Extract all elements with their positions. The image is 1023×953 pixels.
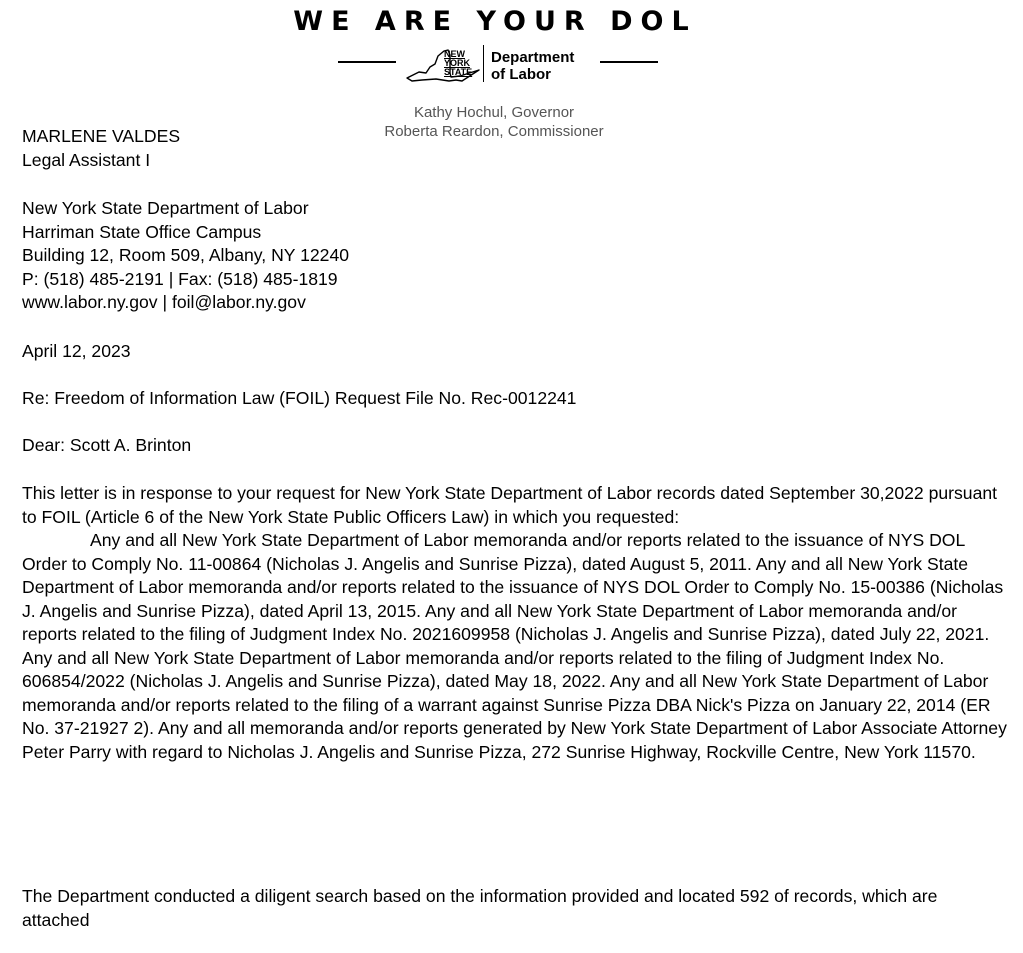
web-email-line: www.labor.ny.gov | foil@labor.ny.gov — [22, 292, 306, 312]
commissioner-line: Roberta Reardon, Commissioner — [384, 123, 604, 140]
request-paragraph: Any and all New York State Department of Labor memoranda and/or reports related to the issuance of NYS DOL Order to Comply No. 11-00864 (Nicholas J. Angelis and Sunrise Pizza), dated August 5, 2011. Any and all New York State Department of Labor memoranda and/or reports related to the issuance of NYS DOL Order to Comply No. 15-00386 (Nicholas J. Angelis and Sunrise Pizza), dated April 13, 2015. Any and all New York State Department of Labor memoranda and/or reports related to the filing of Judgment Index No. 2021609958 (Nicholas J. Angelis and Sunrise Pizza), dated July 22, 2021. Any and all New York State Department of Labor memoranda and/or reports related to the filing of Judgment Index No. 606854/2022 (Nicholas J. Angelis and Sunrise Pizza), dated May 18, 2022. Any and all New York State Department of Labor memoranda and/or reports related to the filing of a warrant against Sunrise Pizza DBA Nick's Pizza on January 22, 2014 (ER No. 37-21927 2). Any and all memoranda and/or reports generated by New York State Department of Labor Associate Attorney Peter Parry with regard to Nicholas J. Angelis and Sunrise Pizza, 272 Sunrise Highway, Rockville Centre, New York 11570. — [22, 530, 1007, 762]
governor-line: Kathy Hochul, Governor — [413, 104, 575, 121]
sender-name: MARLENE VALDES — [22, 126, 181, 146]
logo-state-line-2: YORK — [444, 58, 471, 68]
logo-state-name — [444, 50, 472, 77]
address-line-2: Harriman State Office Campus — [22, 221, 262, 242]
letter-body — [22, 482, 1007, 764]
phone-fax-line: P: (518) 485-2191 | Fax: (518) 485-1819 — [22, 268, 338, 289]
logo-rule-right — [600, 61, 658, 63]
conclusion-paragraph: The Department conducted a diligent search based on the information provided and located 592 of records, which are attached — [22, 886, 938, 930]
nys-dol-logo — [336, 44, 666, 86]
address-block — [22, 197, 1007, 315]
logo-state-line-3: STATE — [444, 67, 473, 77]
logo-divider — [483, 45, 484, 82]
salutation: Dear: Scott A. Brinton — [22, 435, 192, 455]
logo-state-line-1: NEW — [444, 49, 465, 59]
address-line-3: Building 12, Room 509, Albany, NY 12240 — [22, 245, 350, 265]
subject-line: Re: Freedom of Information Law (FOIL) Request File No. Rec-0012241 — [22, 388, 577, 408]
letter-date: April 12, 2023 — [22, 341, 131, 361]
dol-tagline: WE ARE YOUR DOL — [293, 6, 697, 37]
logo-dept-line-1: Department — [491, 49, 575, 66]
sender-block — [22, 125, 1007, 172]
intro-paragraph: This letter is in response to your request for New York State Department of Labor records dated September 30,2022 pursuant to FOIL (Article 6 of the New York State Public Officers Law) in which you requested: — [22, 483, 998, 527]
logo-rule-left — [338, 61, 396, 63]
logo-department-name — [491, 49, 574, 83]
sender-title: Legal Assistant I — [22, 149, 151, 170]
logo-dept-line-2: of Labor — [491, 66, 551, 83]
address-line-1: New York State Department of Labor — [22, 198, 309, 218]
